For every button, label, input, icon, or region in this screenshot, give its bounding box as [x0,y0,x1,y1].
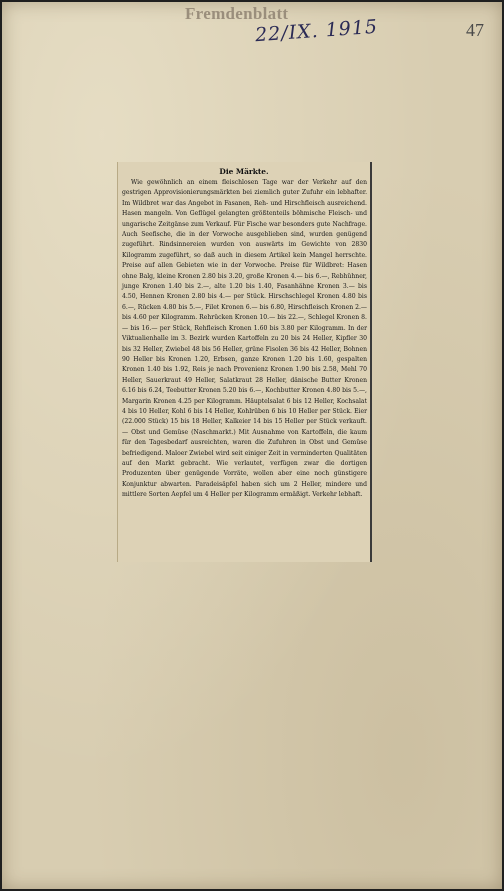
page-number: 47 [466,20,484,40]
handwritten-date: 22/IX. 1915 [254,15,379,47]
article-body: Wie gewöhnlich an einem fleischlosen Tage war der Verkehr auf den gestrigen Approvisionierungsmärkten bei ziemlich guter Zufuhr ein lebhafter. Im Wildbret war das Angebot in Fasanen, Reh- und Hirschfleisch ausreichend. Hasen mangeln. Von Geflügel gelangten größtenteils böhmische Fleisch- und ungarische Zeitgänse zum Verkauf. Für Fische war besonders gute Nachfrage. Auch Seefische, die in der Vorwoche ausgeblieben sind, wurden genügend zugeführt. Rindsinnereien wurden von auswärts im Gewichte von 2830 Kilogramm zugeführt, so daß auch in diesem Artikel kein Mangel herrschte. Preise auf allen Gebieten wie in der Vorwoche. Preise für Wildbret: Hasen ohne Balg, kleine Kronen 2.80 bis 3.20, große Kronen 4.— bis 6.—, Rebhühner, junge Kronen 1.40 bis 2.—, alte 1.20 bis 1.40, Fasanhähne Kronen 3.— bis 4.50, Hennen Kronen 2.80 bis 4.— per Stück. Hirschschlegel Kronen 4.80 bis 6.—, Rücken 4.80 bis 5.—, Filet Kronen 6.— bis 6.80, Hirschfleisch Kronen 2.— bis 4.60 per Kilogramm. Rehrücken Kronen 10.— bis 22.—, Schlegel Kronen 8.— bis 16.— per Stück, Rehfleisch Kronen 1.60 bis 3.80 per Kilogramm. In der Viktualienhalle im 3. Bezirk wurden Kartoffeln zu 20 bis 24 Heller, Kipfler 30 bis 32 Heller, Zwiebel 48 bis 56 Heller, grüne Fisolen 36 bis 42 Heller, Bohnen 90 Heller bis Kronen 1.20, Erbsen, ganze Kronen 1.20 bis 1.60, gespalten Kronen 1.40 bis 1.92, Reis je nach Provenienz Kronen 1.90 bis 2.58, Mehl 70 Heller, Sauerkraut 49 Heller, Salatkraut 28 Heller, dänische Butter Kronen 6.16 bis 6.24, Teebutter Kronen 5.20 bis 6.—, Kochbutter Kronen 4.80 bis 5.—, Margarin Kronen 4.25 per Kilogramm. Häuptelsalat 6 bis 12 Heller, Kochsalat 4 bis 10 Heller, Kohl 6 bis 14 Heller, Kohlrüben 6 bis 10 Heller per Stück. Eier (22.000 Stück) 15 bis 18 Heller, Kalkeier 14 bis 15 Heller per Stück verkauft. — Obst und Gemüse (Naschmarkt.) Mit Ausnahme von Kartoffeln, die kaum für den Tagesbedarf ausreichten, waren die Zufuhren in Obst und Gemüse befriedigend. Maloer Zwiebel wird seit einiger Zeit in verminderten Qualitäten auf den Markt gebracht. Wie verlautet, verfügen zwar die dortigen Produzenten über genügende Vorräte, wollen aber eine noch günstigere Konjunktur abwarten. Paradeisäpfel haben sich um 2 Heller, mindere und mittlere Sorten Aepfel um 4 Heller per Kilogramm ermäßigt. Verkehr lebhaft. [122,179,368,499]
newspaper-clipping [117,162,372,562]
archive-sheet [2,2,502,889]
article-title: Die Märkte. [219,167,269,176]
newspaper-stamp: Fremdenblatt [185,4,289,23]
